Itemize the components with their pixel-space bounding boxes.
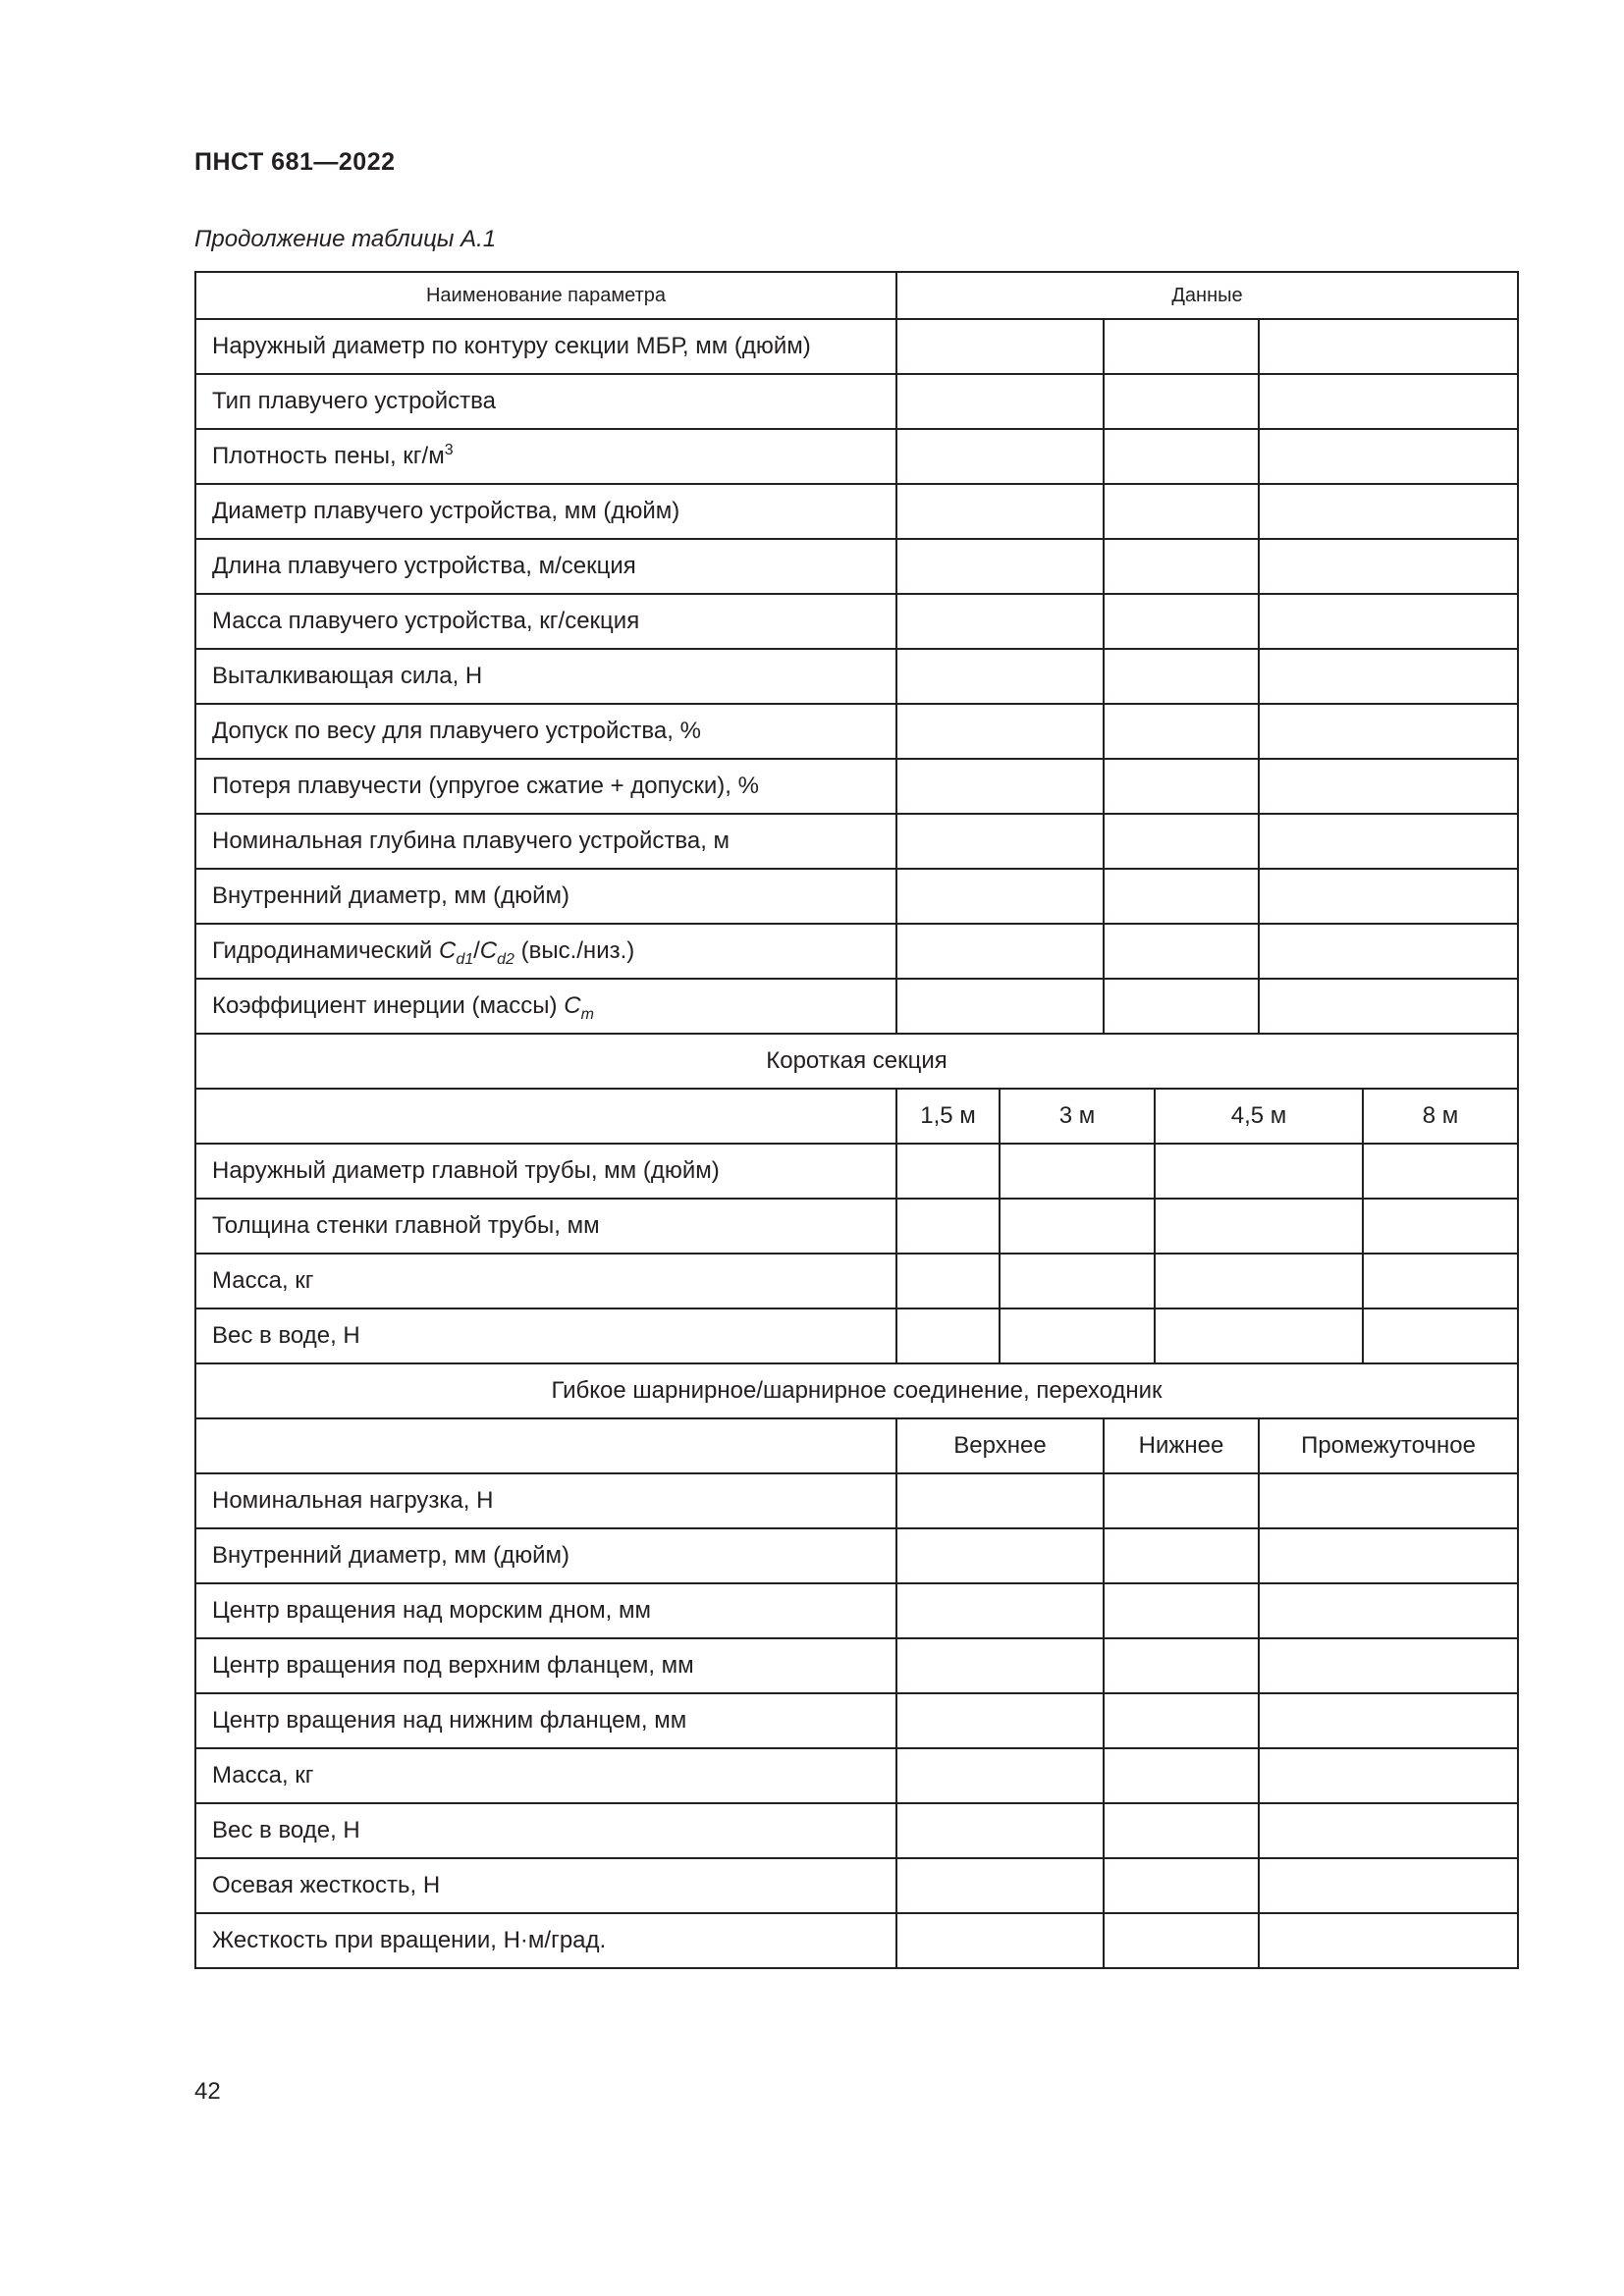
data-cell xyxy=(1000,1199,1155,1254)
column-header: Промежуточное xyxy=(1259,1418,1518,1473)
parameter-label xyxy=(195,484,896,539)
data-cell xyxy=(1259,704,1518,759)
data-cell xyxy=(896,1913,1104,1968)
data-cell xyxy=(1259,319,1518,374)
data-cell xyxy=(1104,1803,1259,1858)
data-cell xyxy=(1259,649,1518,704)
data-cell xyxy=(1259,1913,1518,1968)
column-header-row xyxy=(195,1089,1518,1144)
column-header: Нижнее xyxy=(1104,1418,1259,1473)
data-cell xyxy=(1104,759,1259,814)
parameter-text: Внутренний диаметр, мм (дюйм) xyxy=(212,882,569,909)
table-row xyxy=(195,759,1518,814)
parameter-label: Внутренний диаметр, мм (дюйм) xyxy=(195,1528,896,1583)
parameter-text: Номинальная глубина плавучего устройства, м xyxy=(212,828,731,854)
header-parameter-name: Наименование параметра xyxy=(195,272,896,319)
data-cell xyxy=(1104,1528,1259,1583)
data-cell xyxy=(896,429,1104,484)
parameter-suffix: (выс./низ.) xyxy=(514,937,635,964)
parameter-text: Потеря плавучести (упругое сжатие + допуски), % xyxy=(212,773,759,799)
symbol-c: C xyxy=(564,992,581,1019)
data-cell xyxy=(1259,539,1518,594)
parameter-label: Центр вращения над нижним фланцем, мм xyxy=(195,1693,896,1748)
table-row xyxy=(195,1913,1518,1968)
parameter-label: Толщина стенки главной трубы, мм xyxy=(195,1199,896,1254)
parameter-label: Масса, кг xyxy=(195,1748,896,1803)
data-cell xyxy=(1259,484,1518,539)
table-cell xyxy=(195,1418,896,1473)
parameter-label: Центр вращения под верхним фланцем, мм xyxy=(195,1638,896,1693)
document-code: ПНСТ 681—2022 xyxy=(194,148,396,176)
parameter-label xyxy=(195,704,896,759)
column-header: Верхнее xyxy=(896,1418,1104,1473)
parameter-text: Плотность пены, кг/м xyxy=(212,443,445,469)
data-cell xyxy=(1104,649,1259,704)
table-row xyxy=(195,649,1518,704)
table-row xyxy=(195,924,1518,979)
parameter-label xyxy=(195,539,896,594)
table-row xyxy=(195,814,1518,869)
data-cell xyxy=(1155,1308,1363,1363)
data-cell xyxy=(896,1144,1000,1199)
data-cell xyxy=(1104,429,1259,484)
data-cell xyxy=(1259,869,1518,924)
parameters-table xyxy=(194,271,1519,1969)
data-cell xyxy=(1363,1254,1518,1308)
data-cell xyxy=(1259,594,1518,649)
parameter-text: Коэффициент инерции (массы) xyxy=(212,992,565,1019)
data-cell xyxy=(1363,1144,1518,1199)
table-row xyxy=(195,1254,1518,1308)
column-header: 1,5 м xyxy=(896,1089,1000,1144)
header-data: Данные xyxy=(896,272,1518,319)
data-cell xyxy=(1259,924,1518,979)
table-continuation-caption: Продолжение таблицы А.1 xyxy=(194,226,497,252)
table-row xyxy=(195,374,1518,429)
data-cell xyxy=(1104,1913,1259,1968)
table-row xyxy=(195,1473,1518,1528)
data-cell xyxy=(896,814,1104,869)
parameter-label xyxy=(195,759,896,814)
parameter-label xyxy=(195,319,896,374)
table-row xyxy=(195,1144,1518,1199)
parameter-label xyxy=(195,594,896,649)
data-cell xyxy=(896,319,1104,374)
data-cell xyxy=(1259,1638,1518,1693)
table-row xyxy=(195,319,1518,374)
data-cell xyxy=(1259,1748,1518,1803)
data-cell xyxy=(896,1254,1000,1308)
table-row xyxy=(195,1748,1518,1803)
data-cell xyxy=(1259,759,1518,814)
data-cell xyxy=(1000,1308,1155,1363)
parameter-text: Выталкивающая сила, Н xyxy=(212,663,483,689)
data-cell xyxy=(1104,814,1259,869)
data-cell xyxy=(1104,1473,1259,1528)
column-header-row xyxy=(195,1418,1518,1473)
data-cell xyxy=(1155,1199,1363,1254)
parameter-text: Наружный диаметр по контуру секции МБР, мм (дюйм) xyxy=(212,333,811,359)
table-row xyxy=(195,484,1518,539)
parameter-label xyxy=(195,979,896,1034)
data-cell xyxy=(1104,319,1259,374)
data-cell xyxy=(1104,704,1259,759)
data-cell xyxy=(896,869,1104,924)
page-number: 42 xyxy=(194,2078,221,2105)
data-cell xyxy=(1104,979,1259,1034)
data-cell xyxy=(896,759,1104,814)
data-cell xyxy=(1363,1308,1518,1363)
data-cell xyxy=(1000,1254,1155,1308)
data-cell xyxy=(1104,1748,1259,1803)
parameter-label xyxy=(195,869,896,924)
table-row xyxy=(195,1199,1518,1254)
table-row xyxy=(195,1583,1518,1638)
parameter-text: Диаметр плавучего устройства, мм (дюйм) xyxy=(212,498,680,524)
data-cell xyxy=(1259,1473,1518,1528)
parameter-label: Центр вращения над морским дном, мм xyxy=(195,1583,896,1638)
parameter-text: Длина плавучего устройства, м/секция xyxy=(212,553,636,579)
data-cell xyxy=(896,649,1104,704)
data-cell xyxy=(1259,1528,1518,1583)
parameter-label xyxy=(195,924,896,979)
parameter-label xyxy=(195,429,896,484)
data-cell xyxy=(1155,1144,1363,1199)
parameter-label: Номинальная нагрузка, Н xyxy=(195,1473,896,1528)
table-row xyxy=(195,539,1518,594)
column-header: 3 м xyxy=(1000,1089,1155,1144)
parameter-label xyxy=(195,814,896,869)
data-cell xyxy=(1259,1858,1518,1913)
parameter-label: Вес в воде, Н xyxy=(195,1803,896,1858)
data-cell xyxy=(1259,374,1518,429)
section-row xyxy=(195,1034,1518,1089)
data-cell xyxy=(1259,814,1518,869)
data-cell xyxy=(896,484,1104,539)
data-cell xyxy=(1259,1583,1518,1638)
parameter-label: Осевая жесткость, Н xyxy=(195,1858,896,1913)
table-row xyxy=(195,704,1518,759)
parameter-text: Допуск по весу для плавучего устройства, % xyxy=(212,718,701,744)
data-cell xyxy=(896,1693,1104,1748)
table-row xyxy=(195,1308,1518,1363)
data-cell xyxy=(1104,374,1259,429)
section-title: Гибкое шарнирное/шарнирное соединение, переходник xyxy=(195,1363,1518,1418)
table-row xyxy=(195,869,1518,924)
parameter-text: Гидродинамический xyxy=(212,937,439,964)
data-cell xyxy=(896,704,1104,759)
data-cell xyxy=(1104,1693,1259,1748)
data-cell xyxy=(896,1583,1104,1638)
subscript: d1 xyxy=(456,950,474,968)
data-cell xyxy=(896,1638,1104,1693)
data-cell xyxy=(1104,539,1259,594)
slash: / xyxy=(473,937,480,964)
column-header: 4,5 м xyxy=(1155,1089,1363,1144)
data-cell xyxy=(1104,484,1259,539)
data-cell xyxy=(896,979,1104,1034)
parameter-label xyxy=(195,649,896,704)
data-cell xyxy=(1104,869,1259,924)
data-cell xyxy=(1259,979,1518,1034)
column-header: 8 м xyxy=(1363,1089,1518,1144)
data-cell xyxy=(1104,1583,1259,1638)
data-cell xyxy=(1104,924,1259,979)
table-header-row xyxy=(195,272,1518,319)
parameter-label xyxy=(195,374,896,429)
data-cell xyxy=(896,594,1104,649)
table-row xyxy=(195,594,1518,649)
data-cell xyxy=(896,1858,1104,1913)
table-row xyxy=(195,979,1518,1034)
data-cell xyxy=(896,1803,1104,1858)
data-cell xyxy=(1259,429,1518,484)
table-row xyxy=(195,429,1518,484)
table-row xyxy=(195,1693,1518,1748)
table-row xyxy=(195,1528,1518,1583)
data-cell xyxy=(896,374,1104,429)
subscript: m xyxy=(580,1005,594,1023)
symbol-c: C xyxy=(438,937,457,964)
data-cell xyxy=(1259,1693,1518,1748)
parameter-label: Масса, кг xyxy=(195,1254,896,1308)
parameter-label: Жесткость при вращении, Н·м/град. xyxy=(195,1913,896,1968)
data-cell xyxy=(896,1473,1104,1528)
table-row xyxy=(195,1803,1518,1858)
data-cell xyxy=(1259,1803,1518,1858)
parameter-text: Тип плавучего устройства xyxy=(212,388,496,414)
data-cell xyxy=(1363,1199,1518,1254)
table-row xyxy=(195,1858,1518,1913)
data-cell xyxy=(1155,1254,1363,1308)
table-cell xyxy=(195,1089,896,1144)
superscript: 3 xyxy=(444,442,454,458)
data-cell xyxy=(1000,1144,1155,1199)
data-cell xyxy=(1104,594,1259,649)
section-title: Короткая секция xyxy=(195,1034,1518,1089)
table-row xyxy=(195,1638,1518,1693)
data-cell xyxy=(896,924,1104,979)
data-cell xyxy=(896,1528,1104,1583)
data-cell xyxy=(896,1748,1104,1803)
parameter-text: Масса плавучего устройства, кг/секция xyxy=(212,608,640,634)
parameter-label: Вес в воде, Н xyxy=(195,1308,896,1363)
data-cell xyxy=(896,1199,1000,1254)
data-cell xyxy=(896,1308,1000,1363)
parameter-label: Наружный диаметр главной трубы, мм (дюйм) xyxy=(195,1144,896,1199)
subscript: d2 xyxy=(497,950,514,968)
symbol-c: C xyxy=(479,937,498,964)
data-cell xyxy=(1104,1858,1259,1913)
data-cell xyxy=(896,539,1104,594)
data-cell xyxy=(1104,1638,1259,1693)
section-row xyxy=(195,1363,1518,1418)
